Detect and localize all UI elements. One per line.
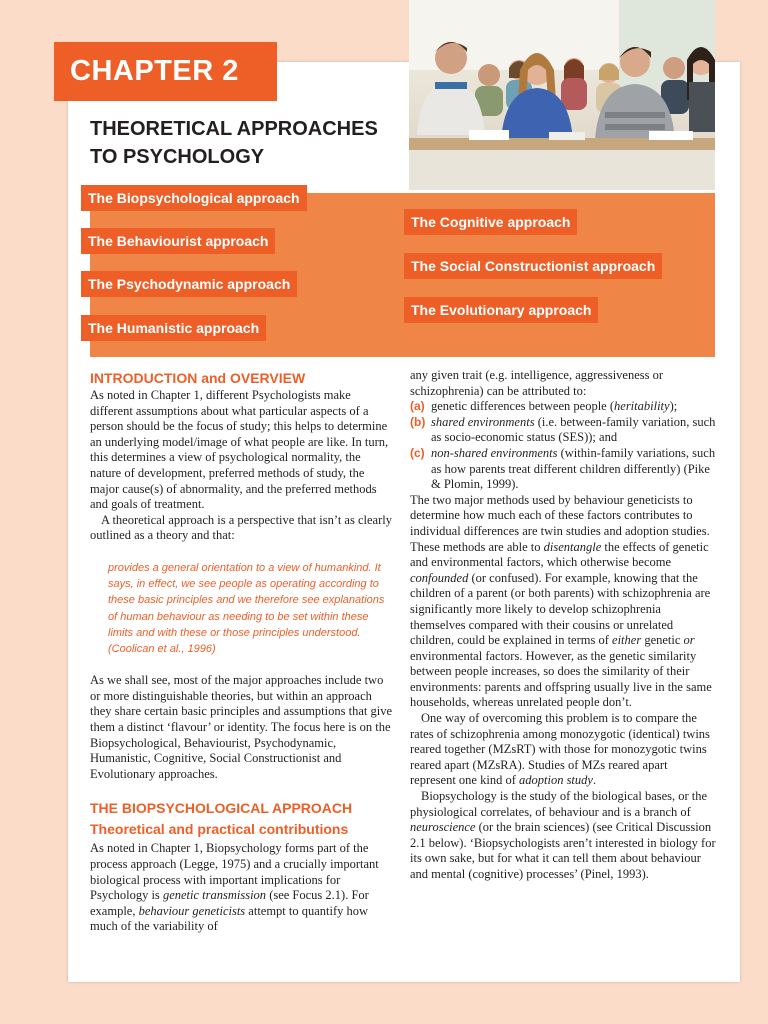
students-photo <box>409 0 715 190</box>
definition-quote: provides a general orientation to a view of humankind. It says, in effect, we see people as operating according to these basic principles and we therefore see explanations of human behaviour as needing to be set within these limits and with these or those principles understood. (Coolican et al., 1996) <box>108 561 385 655</box>
intro-paragraph-1: As noted in Chapter 1, different Psychologists make different assumptions about what particular aspects of a person should be the focus of study; this helps to determine an underlying model/image of what people are like. In turn, this determines a view of psychological normality, the nature of development, preferred methods of study, the major cause(s) of abnormality, and the preferred methods and goals of treatment. <box>90 388 389 512</box>
approach-tag-cognitive: The Cognitive approach <box>404 209 577 235</box>
list-item: (a) genetic differences between people (heritability); <box>410 399 678 414</box>
chapter-title <box>90 115 410 171</box>
intro-paragraph-2: A theoretical approach is a perspective that isn’t as clearly outlined as a theory and that: <box>90 512 392 543</box>
list-item: (b) shared environments (i.e. between-family variation, such as socio-economic status (SES)); and <box>410 414 716 445</box>
chapter-title-line2: TO PSYCHOLOGY <box>90 146 265 168</box>
right-column <box>410 368 716 883</box>
list-item: (c) non-shared environments (within-family variations, such as how parents treat different children differently) (Pike & Plomin, 1999). <box>410 445 716 492</box>
intro-heading: INTRODUCTION and OVERVIEW <box>90 370 306 386</box>
approach-tag-biopsychological: The Biopsychological approach <box>81 185 307 211</box>
chapter-label: CHAPTER 2 <box>54 42 277 101</box>
approach-tag-humanistic: The Humanistic approach <box>81 315 266 341</box>
biopsychology-paragraph-1: As noted in Chapter 1, Biopsychology forms part of the process approach (Legge, 1975) and a crucially important biological process with important implications for Psychology is genetic transmission (see Focus 2.1). For example, behaviour geneticists attempt to quantify how much of the variability of <box>90 841 379 934</box>
approach-tag-psychodynamic: The Psychodynamic approach <box>81 271 297 297</box>
biopsychology-subheading: Theoretical and practical contributions <box>90 821 349 838</box>
left-column <box>90 368 392 935</box>
approach-tag-social-constructionist: The Social Constructionist approach <box>404 253 662 279</box>
approach-tag-behaviourist: The Behaviourist approach <box>81 228 275 254</box>
biopsychology-heading: THE BIOPSYCHOLOGICAL APPROACH <box>90 800 353 817</box>
methods-paragraph: The two major methods used by behaviour geneticists to determine how much each of these factors contributes to individual differences are twin studies and adoption studies. These methods are able to disentangle the effects of genetic and environmental factors, which otherwise become confounded (or confused). For example, knowing that the children of a parent (or both parents) with schizophrenia are significantly more likely to develop schizophrenia themselves compared with their cousins or unrelated children, could be explained in terms of either genetic or environmental factors. However, as the genetic similarity between people increases, so does the similarity of their environments: parents and offspring usually live in the same households, whereas unrelated people don’t. <box>410 492 712 710</box>
chapter-title-line1: THEORETICAL APPROACHES <box>90 118 378 140</box>
twins-paragraph: One way of overcoming this problem is to compare the rates of schizophrenia among monozygotic (identical) twins reared together (MZsRT) with those for monozygotic twins reared apart (MZsRA). Studies of MZs reared apart represent one kind of adoption study. <box>410 711 710 788</box>
trait-paragraph: any given trait (e.g. intelligence, aggressiveness or schizophrenia) can be attributed to: <box>410 368 664 398</box>
approach-tag-evolutionary: The Evolutionary approach <box>404 297 598 323</box>
biopsychology-definition-paragraph: Biopsychology is the study of the biological bases, or the physiological correlates, of behaviour and is a branch of neuroscience (or the brain sciences) (see Critical Discussion 2.1 below). ‘Biopsychologists aren’t interested in biology for its own sake, but for what it can tell them about behaviour and mental (cognitive) processes’ (Pinel, 1993). <box>410 789 716 881</box>
intro-paragraph-3: As we shall see, most of the major approaches include two or more distinguishable theories, but within an approach they share certain basic principles and assumptions that give them a distinct ‘flavour’ or identity. The focus here is on the Biopsychological, Behaviourist, Psychodynamic, Humanistic, Cognitive, Social Constructionist and Evolutionary approaches. <box>90 673 392 781</box>
